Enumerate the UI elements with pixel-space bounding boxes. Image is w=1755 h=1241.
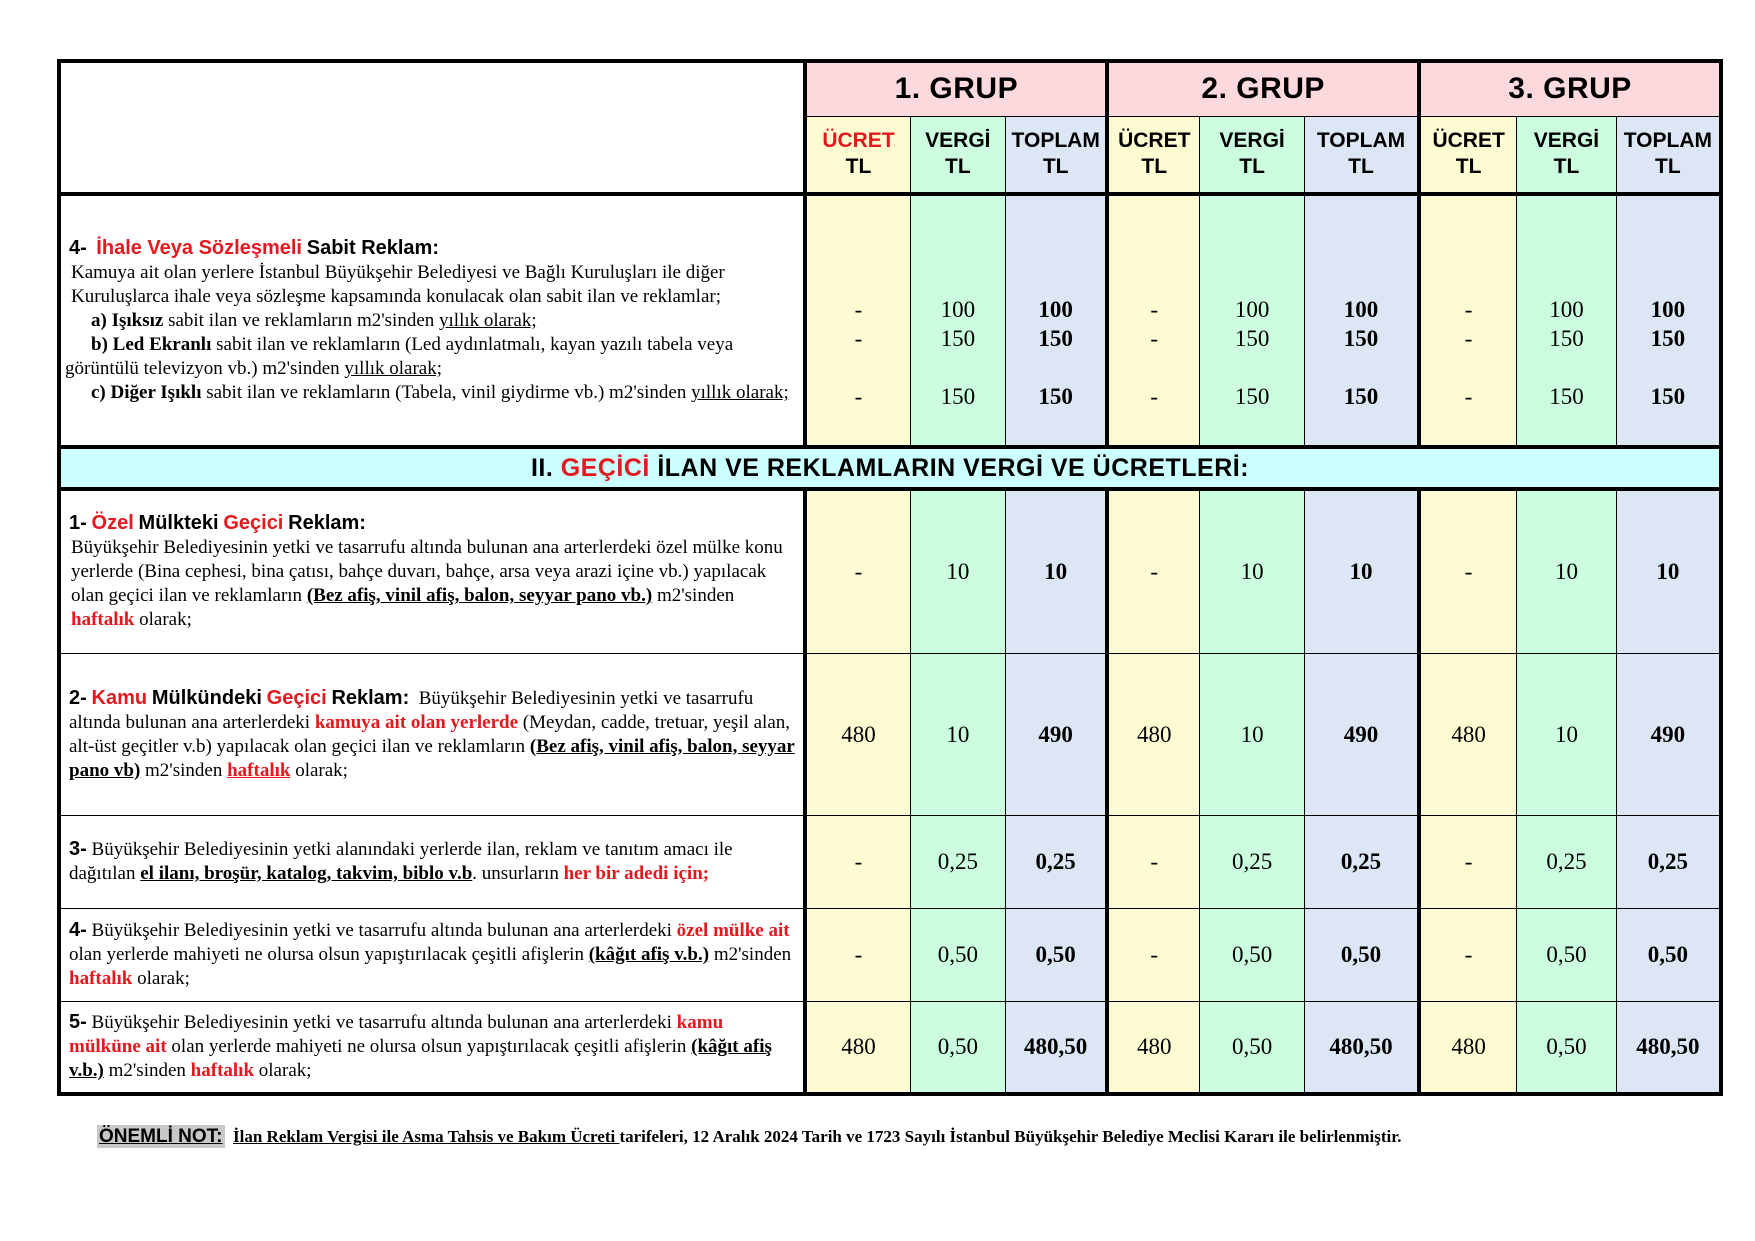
toplam-label: TOPLAM [1011,129,1100,153]
row3-g2-toplam: 490 [1304,653,1419,815]
row6-unit: m2'sinden [108,1060,186,1082]
row5-g3-ucret: - [1419,908,1517,1001]
important-note [97,1126,1717,1148]
row2-g3-ucret: - [1419,489,1517,653]
row2-unit: m2'sinden [656,585,735,607]
row4-description [59,815,805,908]
note-text: tarifeleri, 12 Aralık 2024 Tarih ve 1723 Sayılı İstanbul Büyükşehir Belediye Meclisi Kararı ile belirlenmiştir. [619,1127,1402,1146]
row1-g2-vergi: 100 150 150 [1200,194,1305,447]
unit-label: TL [1455,155,1482,179]
row4-text: Büyükşehir Belediyesinin yetki alanındaki yerlerde ilan, reklam ve tanıtım amacı ile dağıtılan [69,839,733,884]
row6-g2-ucret: 480 [1107,1001,1200,1094]
section-header [59,447,1721,489]
row2-description [59,489,805,653]
section-prefix: II. [530,453,554,482]
g3-ucret-header [1419,116,1517,194]
g1-ucret-header [805,116,910,194]
row6-g1-vergi: 0,50 [910,1001,1006,1094]
row6-g2-toplam: 480,50 [1304,1001,1419,1094]
row5-g2-toplam: 0,50 [1304,908,1419,1001]
unit-label: TL [1655,155,1681,179]
row5-period: haftalık [69,968,133,989]
row2-g2-vergi: 10 [1200,489,1305,653]
group-3-header: 3. GRUP [1419,61,1721,116]
row3-number: 2- [69,686,87,709]
row4-text2: . unsurların [472,863,559,884]
row4-g1-toplam: 0,25 [1006,815,1108,908]
row3-items: (Bez afiş, vinil afiş, balon, seyyar pano vb) [69,735,795,781]
tariff-table [57,59,1723,1096]
row2-end: Reklam: [288,512,366,535]
row6-text: Büyükşehir Belediyesinin yetki ve tasarrufu altında bulunan ana arterlerdeki [91,1012,672,1034]
row6-g3-toplam: 480,50 [1616,1001,1721,1094]
row3-g2-ucret: 480 [1107,653,1200,815]
row3-g3-ucret: 480 [1419,653,1517,815]
row3-end: Reklam: [331,686,410,709]
row3-description [59,653,805,815]
row6-g2-vergi: 0,50 [1200,1001,1305,1094]
row2-tail: olarak; [139,609,192,631]
row1-b-text: sabit ilan ve reklamların (Led aydınlatmalı, kayan yazılı tabela veya görüntülü televizyon vb.) m2'sinden [65,334,734,379]
row1-g3-ucret: - - - [1419,194,1517,447]
row5-tail: olarak; [137,968,190,989]
ucret-label: ÜCRET [1432,129,1505,153]
row5-items: (kâğıt afiş v.b.) [588,944,710,965]
row5-g2-ucret: - [1107,908,1200,1001]
row3-text1: Büyükşehir Belediyesinin yetki ve tasarrufu altında bulunan ana arterlerdeki [69,687,754,733]
row2-g2-ucret: - [1107,489,1200,653]
row3-g3-toplam: 490 [1616,653,1721,815]
row5-g3-vergi: 0,50 [1517,908,1617,1001]
unit-label: TL [1239,155,1265,179]
row6-red: kamu mülküne ait [69,1012,724,1058]
row1-c-label: c) Diğer Işıklı [91,382,202,403]
row5-text: Büyükşehir Belediyesinin yetki ve tasarrufu altında bulunan ana arterlerdeki [91,920,672,941]
unit-label: TL [1141,155,1168,179]
row6-tail: olarak; [258,1060,312,1082]
row5-g2-vergi: 0,50 [1200,908,1305,1001]
row2-g3-toplam: 10 [1616,489,1721,653]
g2-ucret-header [1107,116,1200,194]
row1-g2-toplam: 100 150 150 [1304,194,1419,447]
row5-text2: olan yerlerde mahiyeti ne olursa olsun yapıştırılacak çeşitli afişlerin [69,944,584,965]
vergi-label: VERGİ [1533,129,1600,153]
unit-label: TL [1348,155,1374,179]
row1-a-period: yıllık olarak; [439,310,537,331]
row6-g3-ucret: 480 [1419,1001,1517,1094]
row4-red: her bir adedi için; [563,863,710,884]
row1-g1-vergi: 100 150 150 [910,194,1006,447]
row4-g1-ucret: - [805,815,910,908]
row1-b-period: yıllık olarak; [344,358,443,379]
row2-g2-toplam: 10 [1304,489,1419,653]
row5-unit: m2'sinden [713,944,792,965]
ucret-label: ÜCRET [822,129,895,153]
row1-g3-toplam: 100 150 150 [1616,194,1721,447]
row5-g3-toplam: 0,50 [1616,908,1721,1001]
g1-vergi-header [910,116,1006,194]
row6-number: 5- [69,1011,87,1034]
row2-g1-ucret: - [805,489,910,653]
row2-period: haftalık [71,609,135,631]
row1-g1-ucret: - - - [805,194,910,447]
row1-title: Sabit Reklam: [306,237,439,259]
row3-g2-vergi: 10 [1200,653,1305,815]
row6-g3-vergi: 0,50 [1517,1001,1617,1094]
vergi-label: VERGİ [925,129,991,153]
row1-description [59,194,805,447]
row3-tail: olarak; [295,759,348,781]
row3-g1-toplam: 490 [1006,653,1108,815]
section-red: GEÇİCİ [560,453,650,482]
row3-period: haftalık [227,759,291,781]
row6-period: haftalık [190,1060,255,1082]
row5-g1-vergi: 0,50 [910,908,1006,1001]
row3-red1: Kamu [91,686,148,709]
group-2-header: 2. GRUP [1107,61,1419,116]
row1-a-label: a) Işıksız [91,310,164,331]
row2-g3-vergi: 10 [1517,489,1617,653]
toplam-label: TOPLAM [1623,129,1713,153]
unit-label: TL [845,155,872,179]
row4-items: el ilanı, broşür, katalog, takvim, biblo v.b [140,863,473,884]
row5-number: 4- [69,919,87,941]
row6-g1-toplam: 480,50 [1006,1001,1108,1094]
row1-c-period: yıllık olarak; [691,382,789,403]
row6-text2: olan yerlerde mahiyeti ne olursa olsun yapıştırılacak çeşitli afişlerin [171,1036,687,1058]
section-title: İLAN VE REKLAMLARIN VERGİ VE ÜCRETLERİ: [657,453,1250,482]
ucret-label: ÜCRET [1118,129,1191,153]
unit-label: TL [1042,155,1069,179]
row5-g1-toplam: 0,50 [1006,908,1108,1001]
g1-toplam-header [1006,116,1108,194]
row2-red1: Özel [91,512,134,535]
row1-g3-vergi: 100 150 150 [1517,194,1617,447]
row6-description [59,1001,805,1094]
row3-red2: Geçici [266,686,327,709]
row4-g2-vergi: 0,25 [1200,815,1305,908]
row2-g1-toplam: 10 [1006,489,1108,653]
row5-g1-ucret: - [805,908,910,1001]
row2-items: (Bez afiş, vinil afiş, balon, seyyar pano vb.) [306,585,653,607]
note-label: ÖNEMLİ NOT: [99,1126,223,1147]
g2-vergi-header [1200,116,1305,194]
row1-number: 4- [69,237,87,259]
row1-title-red: İhale Veya Sözleşmeli [96,237,302,259]
row2-number: 1- [69,512,87,535]
row3-text2: (Meydan, cadde, tretuar, yeşil alan, alt-üst geçitler v.b) yapılacak olan geçici ilan ve reklamların [69,711,791,757]
row3-red3: kamuya ait olan yerlerde [314,711,519,733]
row5-description [59,908,805,1001]
row1-intro: Kamuya ait olan yerlere İstanbul Büyükşehir Belediyesi ve Bağlı Kuruluşları ile diğer Kuruluşlarca ihale veya sözleşme kapsamında konulacak olan sabit ilan ve reklamlar; [71,262,725,307]
empty-header-cell [59,61,805,194]
row1-g2-ucret: - - - [1107,194,1200,447]
row3-g1-ucret: 480 [805,653,910,815]
g3-toplam-header [1616,116,1721,194]
row5-red: özel mülke ait [676,920,790,941]
row4-g2-ucret: - [1107,815,1200,908]
row1-b-label: b) Led Ekranlı [91,334,212,355]
vergi-label: VERGİ [1219,129,1285,153]
toplam-label: TOPLAM [1316,129,1406,153]
row4-g3-toplam: 0,25 [1616,815,1721,908]
row4-g2-toplam: 0,25 [1304,815,1419,908]
row1-g1-toplam: 100 150 150 [1006,194,1108,447]
row3-g3-vergi: 10 [1517,653,1617,815]
row3-unit: m2'sinden [145,759,223,781]
row2-text: Büyükşehir Belediyesinin yetki ve tasarrufu altında bulunan ana arterlerdeki özel mülke konu yerlerde (Bina cephesi, bina çatısı, bahçe duvarı, bahçe, arsa veya arazi içine vb.) yapılacak olan geçici ilan ve reklamların [71,537,783,607]
g3-vergi-header [1517,116,1617,194]
note-underlined: İlan Reklam Vergisi ile Asma Tahsis ve Bakım Ücreti [233,1127,620,1146]
row3-mid: Mülkündeki [151,686,262,709]
row4-number: 3- [69,838,87,860]
row4-g3-vergi: 0,25 [1517,815,1617,908]
unit-label: TL [945,155,971,179]
g2-toplam-header [1304,116,1419,194]
row1-c-text: sabit ilan ve reklamların (Tabela, vinil giydirme vb.) m2'sinden [206,382,687,403]
row4-g1-vergi: 0,25 [910,815,1006,908]
row3-g1-vergi: 10 [910,653,1006,815]
unit-label: TL [1553,155,1580,179]
row6-items: (kâğıt afiş v.b.) [69,1036,772,1082]
group-1-header: 1. GRUP [805,61,1107,116]
row2-g1-vergi: 10 [910,489,1006,653]
row4-g3-ucret: - [1419,815,1517,908]
row1-a-text: sabit ilan ve reklamların m2'sinden [168,310,435,331]
row2-mid: Mülkteki [138,512,219,535]
row6-g1-ucret: 480 [805,1001,910,1094]
row2-red2: Geçici [223,512,284,535]
